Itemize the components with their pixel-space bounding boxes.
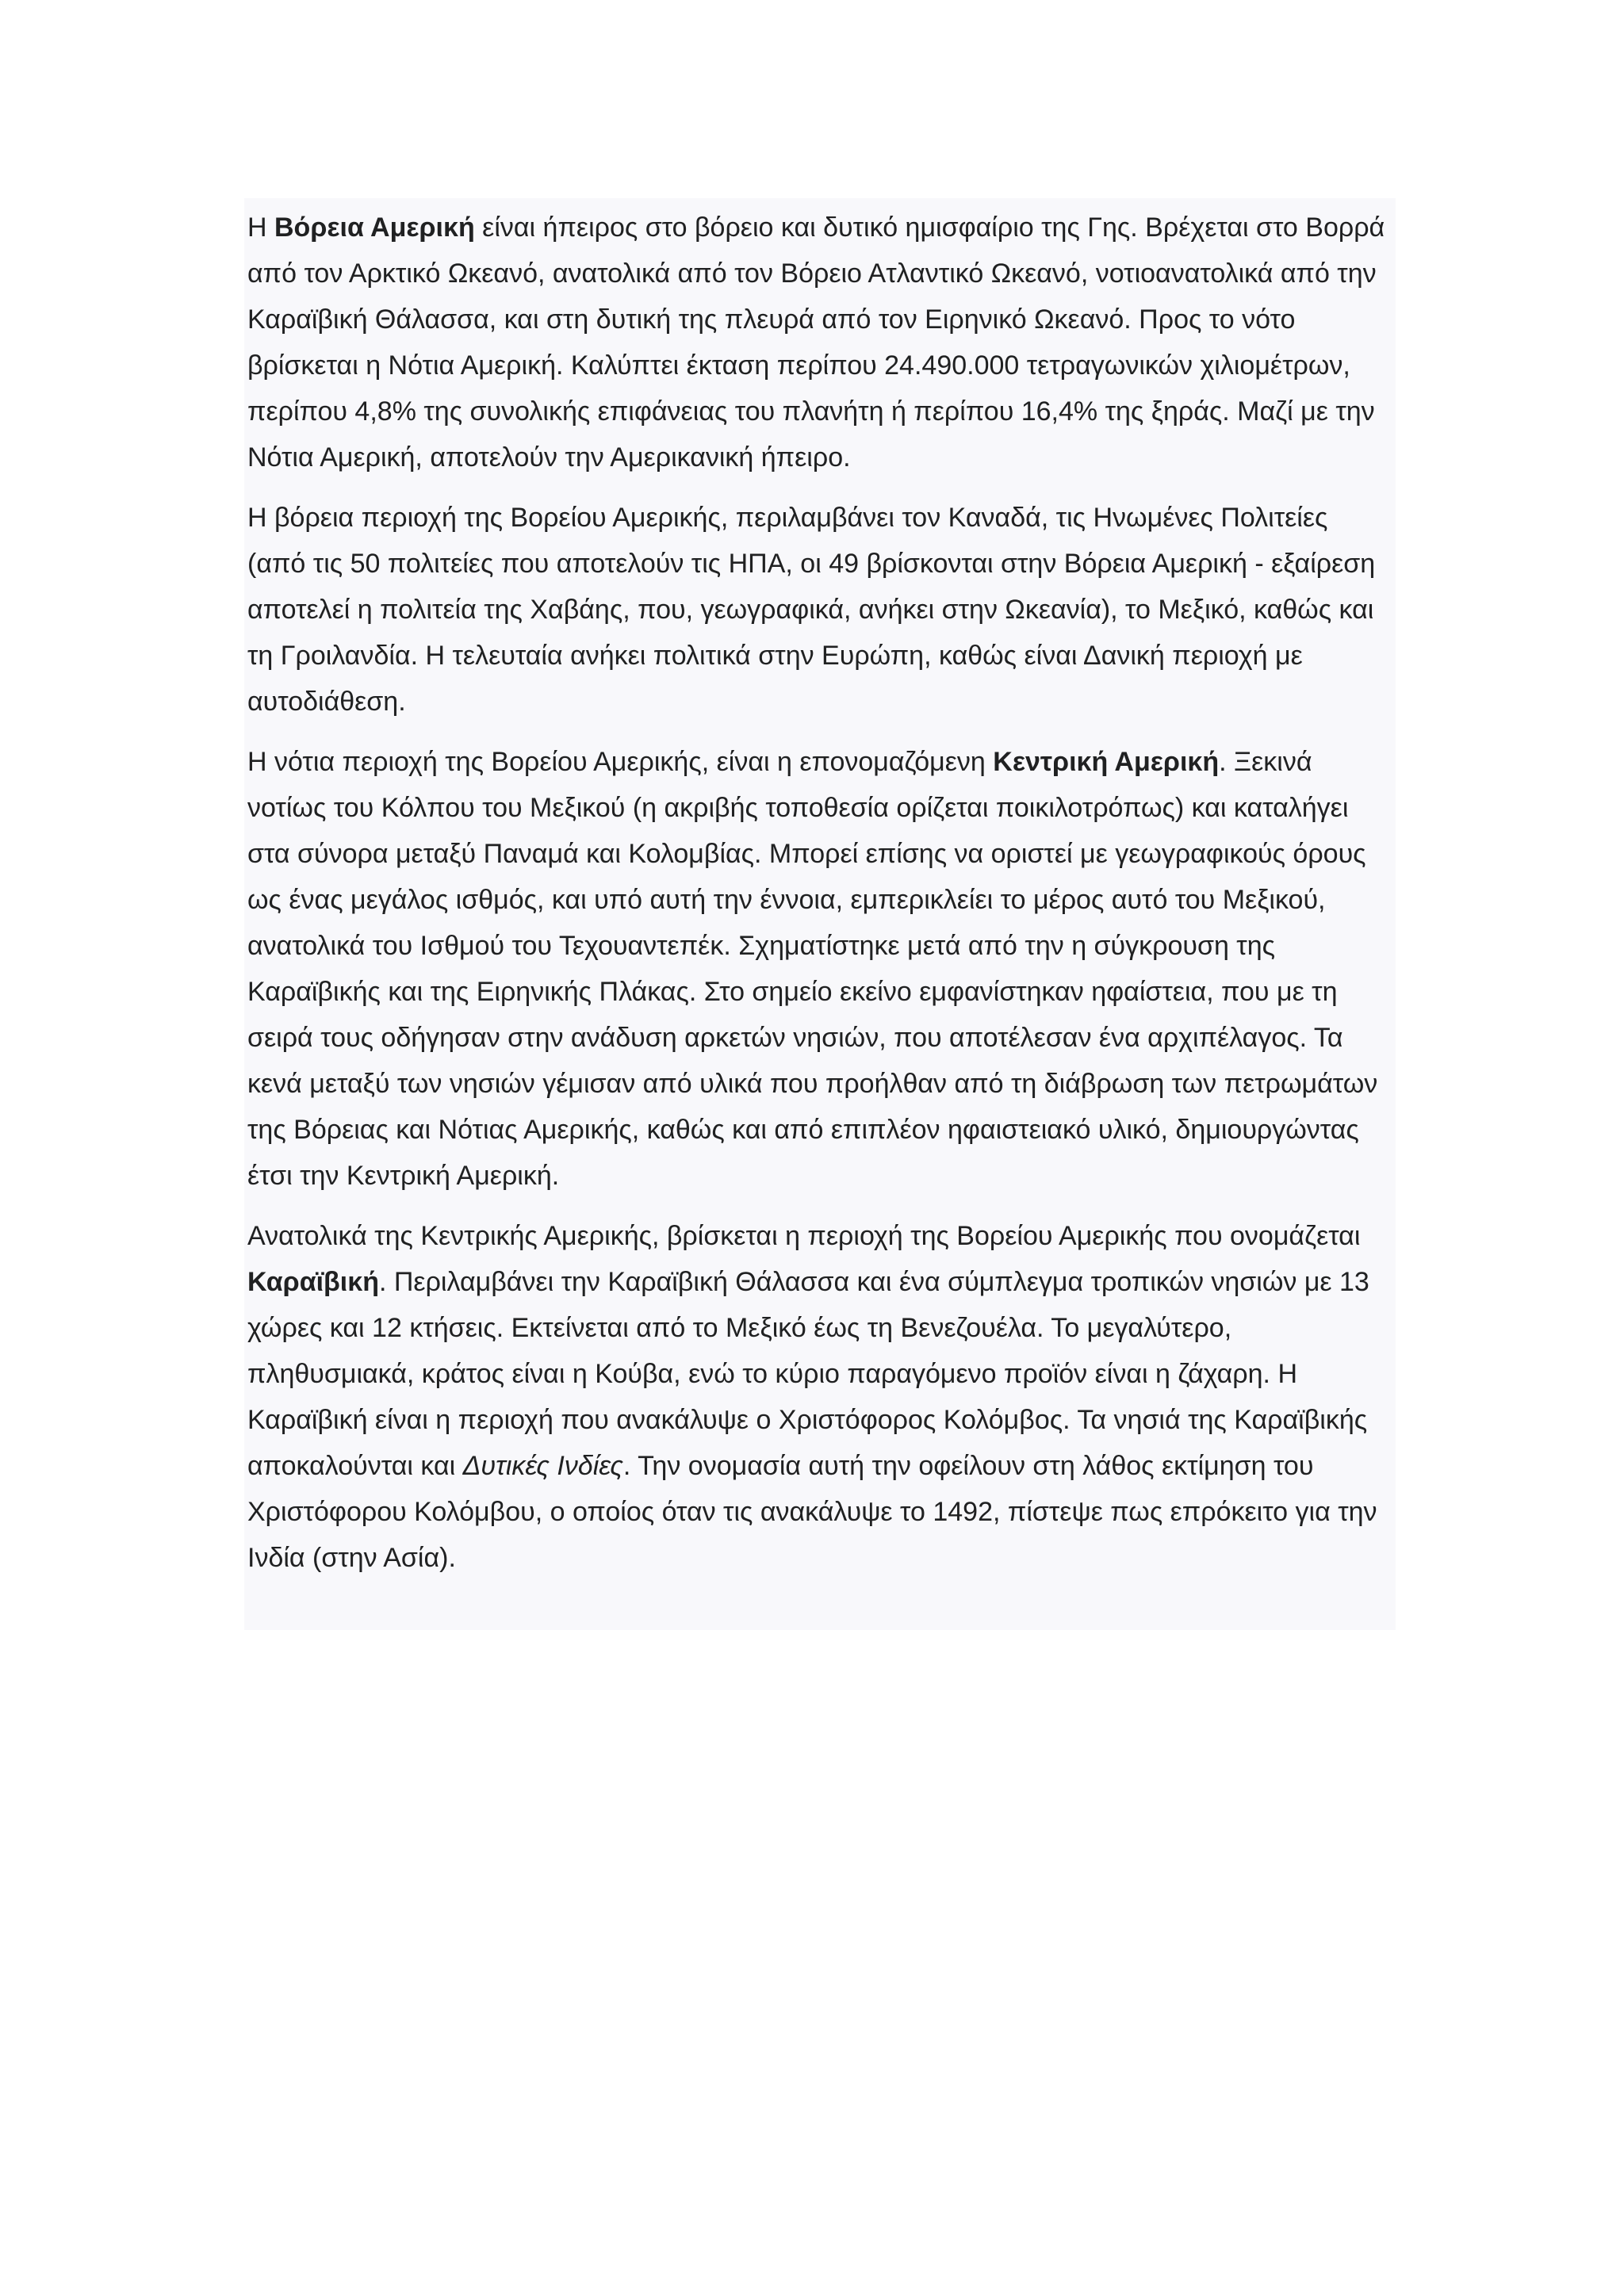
text-run: είναι ήπειρος στο βόρειο και δυτικό ημισφαίριο της Γης. Βρέχεται στο Βορρά από τον Αρκτικό Ωκεανό, ανατολικά από τον Βόρειο Ατλαντικό Ωκεανό, νοτιοανατολικά από την Καραϊβική Θάλασσα, και στη δυτική της πλευρά από τον Ειρηνικό Ωκεανό. Προς το νότο βρίσκεται η Νότια Αμερική. Καλύπτει έκταση περίπου 24.490.000 τετραγωνικών χιλιομέτρων, περίπου 4,8% της συνολικής επιφάνειας του πλανήτη ή περίπου 16,4% της ξηράς. Μαζί με την Νότια Αμερική, αποτελούν την Αμερικανική ήπειρο. <box>247 212 1385 473</box>
text-run: Ανατολικά της Κεντρικής Αμερικής, βρίσκεται η περιοχή της Βορείου Αμερικής που ονομάζεται <box>247 1221 1361 1251</box>
text-run: . Περιλαμβάνει την Καραϊβική Θάλασσα και ένα σύμπλεγμα τροπικών νησιών με 13 χώρες και 12 κτήσεις. Εκτείνεται από το Μεξικό έως τη Βενεζουέλα. Το μεγαλύτερο, πληθυσμιακά, κράτος είναι η Κούβα, ενώ το κύριο παραγόμενο προϊόν είναι η ζάχαρη. Η Καραϊβική είναι η περιοχή που ανακάλυψε ο Χριστόφορος Κολόμβος. Τα νησιά της Καραϊβικής αποκαλούνται και <box>247 1267 1369 1481</box>
paragraph-north-america-intro <box>247 205 1392 480</box>
bold-term-north-america: Βόρεια Αμερική <box>274 212 475 243</box>
article-body <box>244 198 1396 1630</box>
paragraph-central-america <box>247 739 1392 1199</box>
bold-term-central-america: Κεντρική Αμερική <box>993 747 1220 777</box>
bold-term-caribbean: Καραϊβική <box>247 1267 379 1297</box>
paragraph-northern-region <box>247 495 1392 725</box>
paragraph-caribbean <box>247 1213 1392 1581</box>
text-run: Η νότια περιοχή της Βορείου Αμερικής, είναι η επονομαζόμενη <box>247 747 994 777</box>
text-run: Η βόρεια περιοχή της Βορείου Αμερικής, περιλαμβάνει τον Καναδά, τις Ηνωμένες Πολιτείες (από τις 50 πολιτείες που αποτελούν τις ΗΠΑ, οι 49 βρίσκονται στην Βόρεια Αμερική - εξαίρεση αποτελεί η πολιτεία της Χαβάης, που, γεωγραφικά, ανήκει στην Ωκεανία), το Μεξικό, καθώς και τη Γροιλανδία. Η τελευταία ανήκει πολιτικά στην Ευρώπη, καθώς είναι Δανική περιοχή με αυτοδιάθεση. <box>247 503 1376 717</box>
italic-term-west-indies: Δυτικές Ινδίες <box>462 1451 623 1481</box>
text-run: Η <box>247 212 274 243</box>
text-run: . Ξεκινά νοτίως του Κόλπου του Μεξικού (η ακριβής τοποθεσία ορίζεται ποικιλοτρόπως) και καταλήγει στα σύνορα μεταξύ Παναμά και Κολομβίας. Μπορεί επίσης να οριστεί με γεωγραφικούς όρους ως ένας μεγάλος ισθμός, και υπό αυτή την έννοια, εμπερικλείει το μέρος αυτό του Μεξικού, ανατολικά του Ισθμού του Τεχουαντεπέκ. Σχηματίστηκε μετά από την η σύγκρουση της Καραϊβικής και της Ειρηνικής Πλάκας. Στο σημείο εκείνο εμφανίστηκαν ηφαίστεια, που με τη σειρά τους οδήγησαν στην ανάδυση αρκετών νησιών, που αποτέλεσαν ένα αρχιπέλαγος. Τα κενά μεταξύ των νησιών γέμισαν από υλικά που προήλθαν από τη διάβρωση των πετρωμάτων της Βόρειας και Νότιας Αμερικής, καθώς και από επιπλέον ηφαιστειακό υλικό, δημιουργώντας έτσι την Κεντρική Αμερική. <box>247 747 1378 1191</box>
text-run: . Την ονομασία αυτή την οφείλουν στη λάθος εκτίμηση του Χριστόφορου Κολόμβου, ο οποίος όταν τις ανακάλυψε το 1492, πίστεψε πως επρόκειτο για την Ινδία (στην Ασία). <box>247 1451 1377 1573</box>
